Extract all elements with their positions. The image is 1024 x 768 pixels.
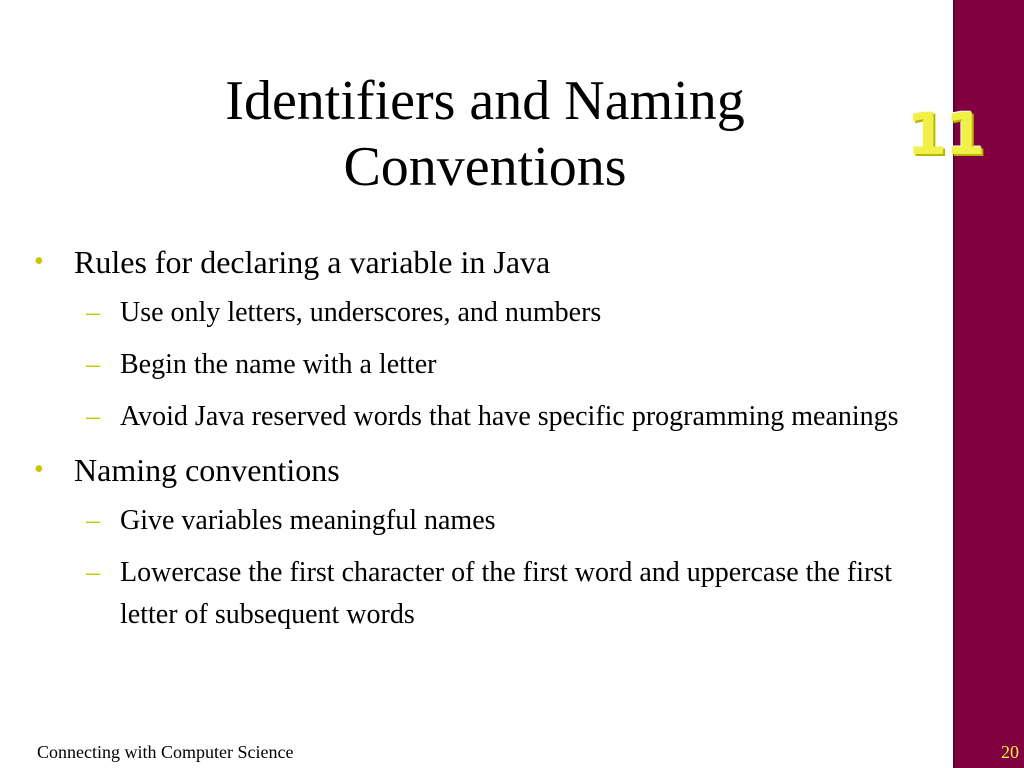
footer-text: Connecting with Computer Science xyxy=(37,742,294,762)
dash-marker: – xyxy=(86,349,100,380)
bullet-item xyxy=(34,448,914,492)
bullet-text: Naming conventions xyxy=(74,452,340,488)
sub-bullet-item xyxy=(34,552,914,636)
page-number: 20 xyxy=(1001,742,1019,762)
dash-marker: – xyxy=(86,297,100,328)
bullet-marker: • xyxy=(34,246,44,277)
slide-title-line2: Conventions xyxy=(343,136,627,198)
sub-bullet-item xyxy=(34,500,914,542)
bullet-item xyxy=(34,240,914,284)
sub-bullet-text: Avoid Java reserved words that have specific programming meanings xyxy=(120,401,899,432)
sub-bullet-text: Begin the name with a letter xyxy=(120,349,437,380)
sub-bullet-item xyxy=(34,292,914,334)
bullet-text: Rules for declaring a variable in Java xyxy=(74,244,551,280)
dash-marker: – xyxy=(86,557,100,588)
dash-marker: – xyxy=(86,401,100,432)
bullet-marker: • xyxy=(34,454,44,485)
slide-title-line1: Identifiers and Naming xyxy=(225,70,745,132)
slide-title xyxy=(60,68,910,200)
sub-bullet-text: Give variables meaningful names xyxy=(120,505,496,536)
sub-bullet-text: Lowercase the first character of the first word and uppercase the first letter of subsequent words xyxy=(120,557,892,630)
bullet-list xyxy=(34,240,914,646)
sub-bullet-item xyxy=(34,344,914,386)
sub-bullet-text: Use only letters, underscores, and numbers xyxy=(120,297,602,328)
sub-bullet-item xyxy=(34,396,914,438)
chapter-number: 11 xyxy=(906,100,984,168)
dash-marker: – xyxy=(86,505,100,536)
